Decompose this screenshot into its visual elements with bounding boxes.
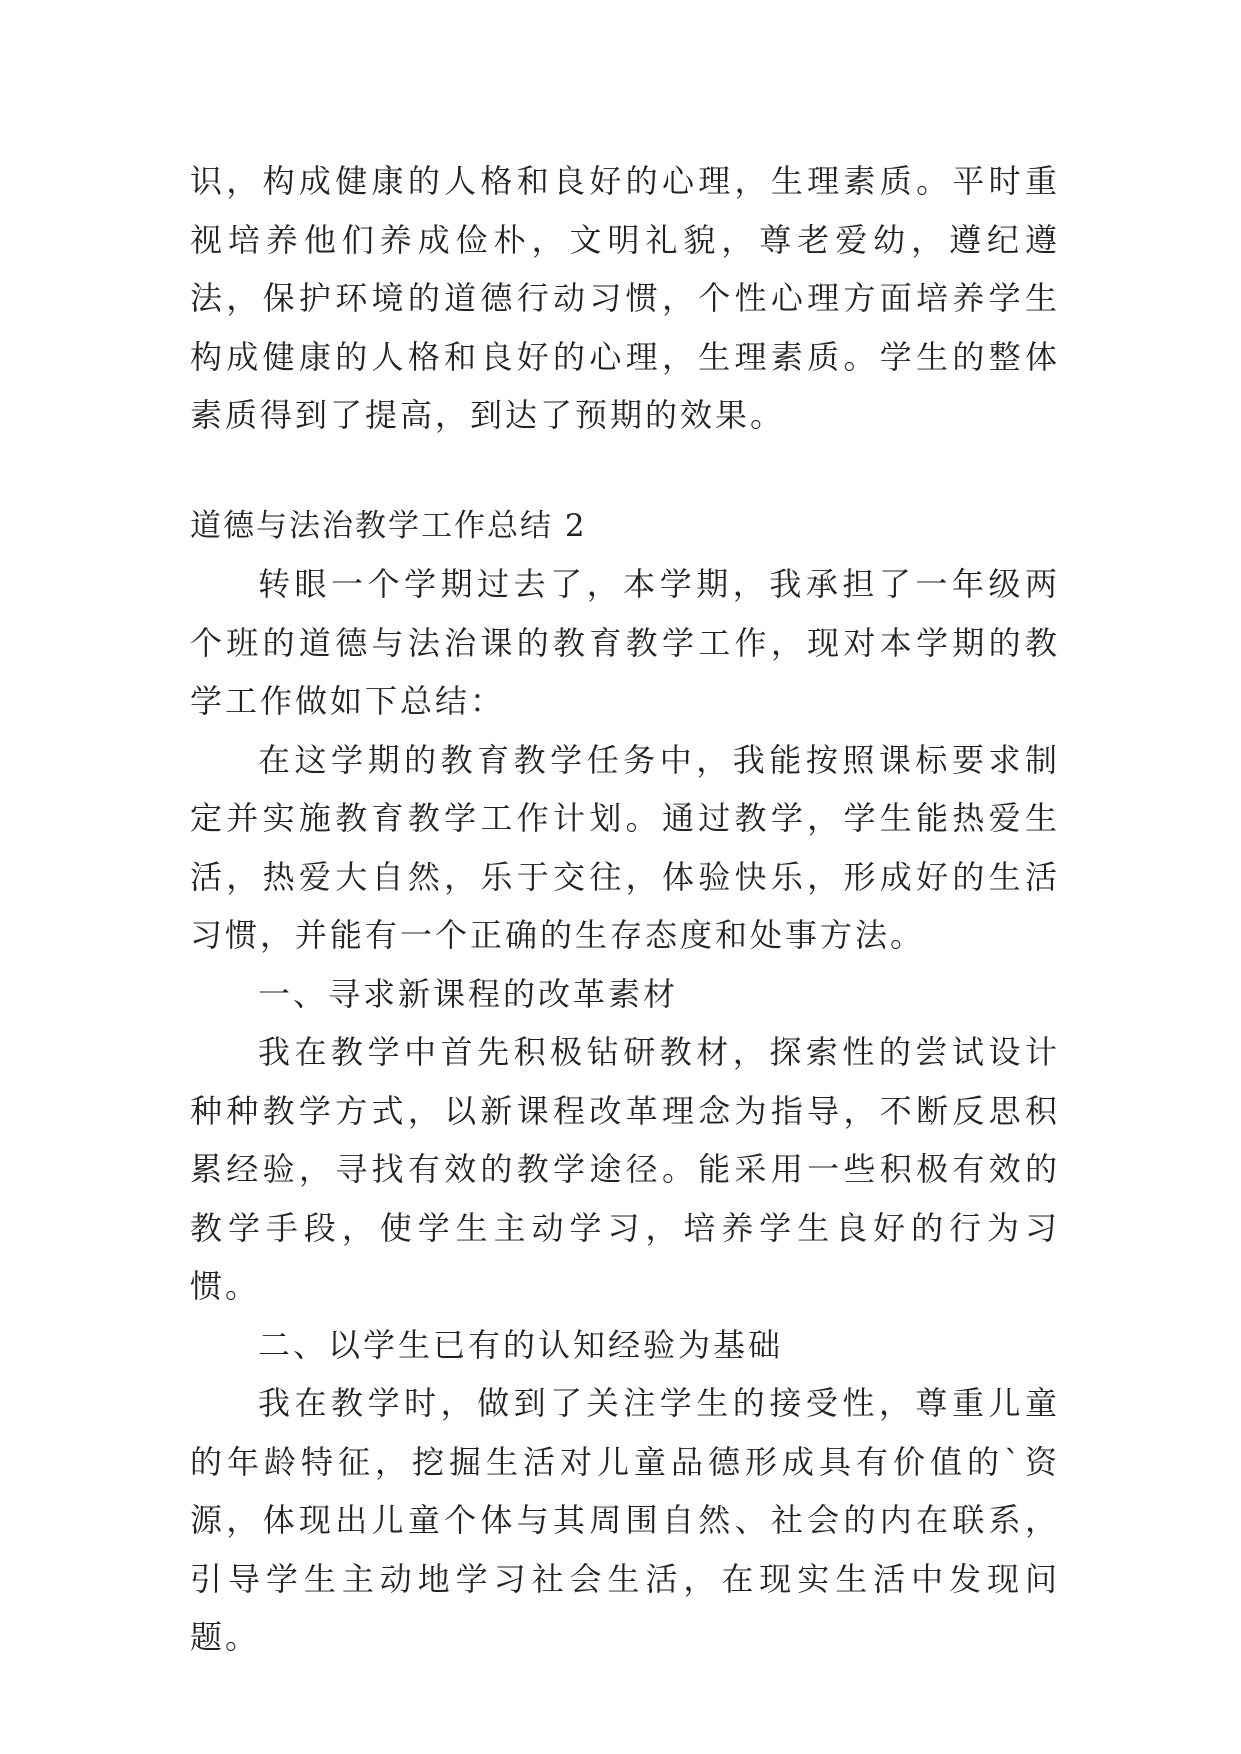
subheading-two: 二、以学生已有的认知经验为基础 <box>258 1325 784 1364</box>
paragraph-curriculum-reform: 我在教学中首先积极钻研教材，探索性的尝试设计种种教学方式，以新课程改革理念为指导，不断反思积累经验，寻找有效的教学途径。能采用一些积极有效的教学手段，使学生主动学习，培养学生良好的行为习惯。 <box>190 1033 1060 1305</box>
section-title: 道德与法治教学工作总结 2 <box>190 507 587 544</box>
subheading-one: 一、寻求新课程的改革素材 <box>258 974 679 1013</box>
intro-paragraph: 识，构成健康的人格和良好的心理，生理素质。平时重视培养他们养成俭朴，文明礼貌，尊老爱幼，遵纪遵法，保护环境的道德行动习惯，个性心理方面培养学生构成健康的人格和良好的心理，生理素质。学生的整体素质得到了提高，到达了预期的效果。 <box>190 162 1060 434</box>
document-body <box>190 152 1060 1667</box>
paragraph-teaching-plan: 在这学期的教育教学任务中，我能按照课标要求制定并实施教育教学工作计划。通过教学，学生能热爱生活，热爱大自然，乐于交往，体验快乐，形成好的生活习惯，并能有一个正确的生存态度和处事方法。 <box>190 740 1060 954</box>
section-spacer <box>190 445 1060 497</box>
paragraph-intro-summary: 转眼一个学期过去了，本学期，我承担了一年级两个班的道德与法治课的教育教学工作，现对本学期的教学工作做如下总结： <box>190 565 1060 720</box>
paragraph-student-experience: 我在教学时，做到了关注学生的接受性，尊重儿童的年龄特征，挖掘生活对儿童品德形成具有价值的`资源，体现出儿童个体与其周围自然、社会的内在联系，引导学生主动地学习社会生活，在现实生活中发现问题。 <box>190 1384 1060 1656</box>
